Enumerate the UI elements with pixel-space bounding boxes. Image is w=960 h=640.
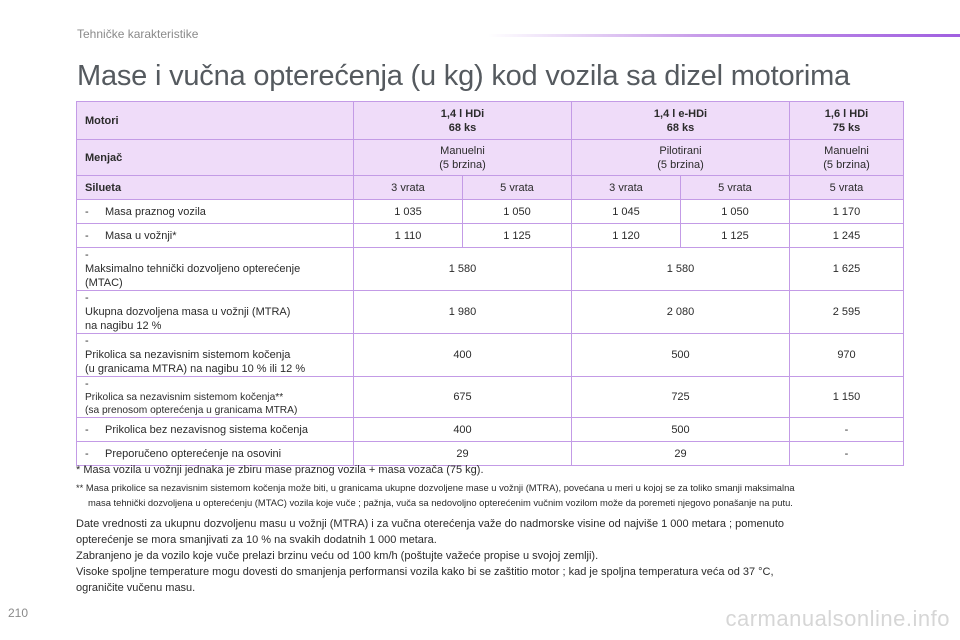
value-cell: 675 (354, 377, 572, 418)
motori-label: Motori (77, 102, 354, 140)
row-label: Preporučeno opterećenje na osovini (105, 447, 282, 460)
value-cell: 1 035 (354, 200, 463, 224)
row-label: Prikolica bez nezavisnog sistema kočenja (105, 423, 308, 436)
header-rule (488, 34, 960, 37)
table-row: - Prikolica bez nezavisnog sistema kočenja 400 500 - (77, 418, 904, 442)
value-cell: 400 (354, 334, 572, 377)
value-cell: - (790, 418, 904, 442)
row-label: Masa praznog vozila (105, 205, 206, 218)
gearbox-cell: Pilotirani (5 brzina) (572, 140, 790, 176)
value-cell: 725 (572, 377, 790, 418)
table-row: -Ukupna dozvoljena masa u vožnji (MTRA) na nagibu 12 % 1 980 2 080 2 595 (77, 291, 904, 334)
value-cell: 1 125 (681, 224, 790, 248)
body-cell: 5 vrata (463, 176, 572, 200)
gearbox-row (77, 140, 904, 176)
value-cell: 2 595 (790, 291, 904, 334)
engine-cell: 1,4 l HDi 68 ks (354, 102, 572, 140)
value-cell: 500 (572, 418, 790, 442)
section-label: Tehničke karakteristike (77, 27, 199, 41)
specs-table (76, 101, 904, 466)
gearbox-cell: Manuelni (5 brzina) (790, 140, 904, 176)
watermark: carmanualsonline.info (725, 606, 950, 631)
footnote-double: ** Masa prikolice sa nezavisnim sistemom kočenja može biti, u granicama ukupne dozvoljene mase u vožnji (MTRA), povećana u meri u kojoj se za toliko smanji maksimalna masa tehnički dozvoljena u opterećenju (MTAC) vozila koje vuče ; pažnja, vuča sa nedovoljno opterećenim vučnim vozilom može da poremeti njegovo ponašanje na putu. (76, 482, 795, 508)
value-cell: 1 110 (354, 224, 463, 248)
value-cell: 1 170 (790, 200, 904, 224)
value-cell: 1 245 (790, 224, 904, 248)
value-cell: 29 (354, 442, 572, 466)
engines-row (77, 102, 904, 140)
value-cell: 1 120 (572, 224, 681, 248)
menjac-label: Menjač (77, 140, 354, 176)
table-row: -Prikolica sa nezavisnim sistemom kočenja** (sa prenosom opterećenja u granicama MTRA) 675 725 1 150 (77, 377, 904, 418)
row-label: Masa u vožnji* (105, 229, 177, 242)
engine-cell: 1,4 l e-HDi 68 ks (572, 102, 790, 140)
value-cell: 1 980 (354, 291, 572, 334)
value-cell: 1 045 (572, 200, 681, 224)
body-cell: 3 vrata (572, 176, 681, 200)
row-label: Prikolica sa nezavisnim sistemom kočenja (u granicama MTRA) na nagibu 10 % ili 12 % (85, 349, 306, 375)
value-cell: 1 125 (463, 224, 572, 248)
table-row: -Maksimalno tehnički dozvoljeno opterećenje (MTAC) 1 580 1 580 1 625 (77, 248, 904, 291)
value-cell: 1 050 (681, 200, 790, 224)
body-cell: 5 vrata (681, 176, 790, 200)
row-label: Maksimalno tehnički dozvoljeno opterećenje (MTAC) (85, 263, 301, 289)
value-cell: 1 150 (790, 377, 904, 418)
engine-cell: 1,6 l HDi 75 ks (790, 102, 904, 140)
value-cell: 29 (572, 442, 790, 466)
footnote-single: * Masa vozila u vožnji jednaka je zbiru mase praznog vozila + masa vozača (75 kg). (76, 464, 484, 476)
value-cell: 1 580 (354, 248, 572, 291)
body-row (77, 176, 904, 200)
row-label: Ukupna dozvoljena masa u vožnji (MTRA) na nagibu 12 % (85, 306, 291, 332)
page-number: 210 (8, 606, 29, 620)
value-cell: 2 080 (572, 291, 790, 334)
page-title: Mase i vučna opterećenja (u kg) kod vozila sa dizel motorima (77, 60, 850, 92)
value-cell: - (790, 442, 904, 466)
value-cell: 1 625 (790, 248, 904, 291)
body-paragraph: Date vrednosti za ukupnu dozvoljenu masu u vožnji (MTRA) i za vučna oterećenja važe do nadmorske visine od najviše 1 000 metara ; pomenuto opterećenje se mora smanjivati za 10 % na svakih dodatnih 1 000 metara. Zabranjeno je da vozilo koje vuče prelazi brzinu veću od 100 km/h (poštujte važeće propise u svojoj zemlji). Visoke spoljne temperature mogu dovesti do smanjenja performansi vozila kako bi se zaštitio motor ; kad je spoljna temperatura veća od 37 °C, ograničite vučenu masu. (76, 518, 785, 594)
table-row: - Preporučeno opterećenje na osovini 29 29 - (77, 442, 904, 466)
value-cell: 1 580 (572, 248, 790, 291)
value-cell: 400 (354, 418, 572, 442)
row-label: Prikolica sa nezavisnim sistemom kočenja** (sa prenosom opterećenja u granicama MTRA) (85, 392, 298, 416)
value-cell: 1 050 (463, 200, 572, 224)
footnotes (76, 463, 906, 510)
silueta-label: Silueta (77, 176, 354, 200)
table-row: - Masa u vožnji* 1 110 1 125 1 120 1 125 1 245 (77, 224, 904, 248)
gearbox-cell: Manuelni (5 brzina) (354, 140, 572, 176)
table-row: - Masa praznog vozila 1 035 1 050 1 045 1 050 1 170 (77, 200, 904, 224)
value-cell: 970 (790, 334, 904, 377)
value-cell: 500 (572, 334, 790, 377)
body-cell: 3 vrata (354, 176, 463, 200)
body-cell: 5 vrata (790, 176, 904, 200)
table-row: -Prikolica sa nezavisnim sistemom kočenja (u granicama MTRA) na nagibu 10 % ili 12 % 400 500 970 (77, 334, 904, 377)
